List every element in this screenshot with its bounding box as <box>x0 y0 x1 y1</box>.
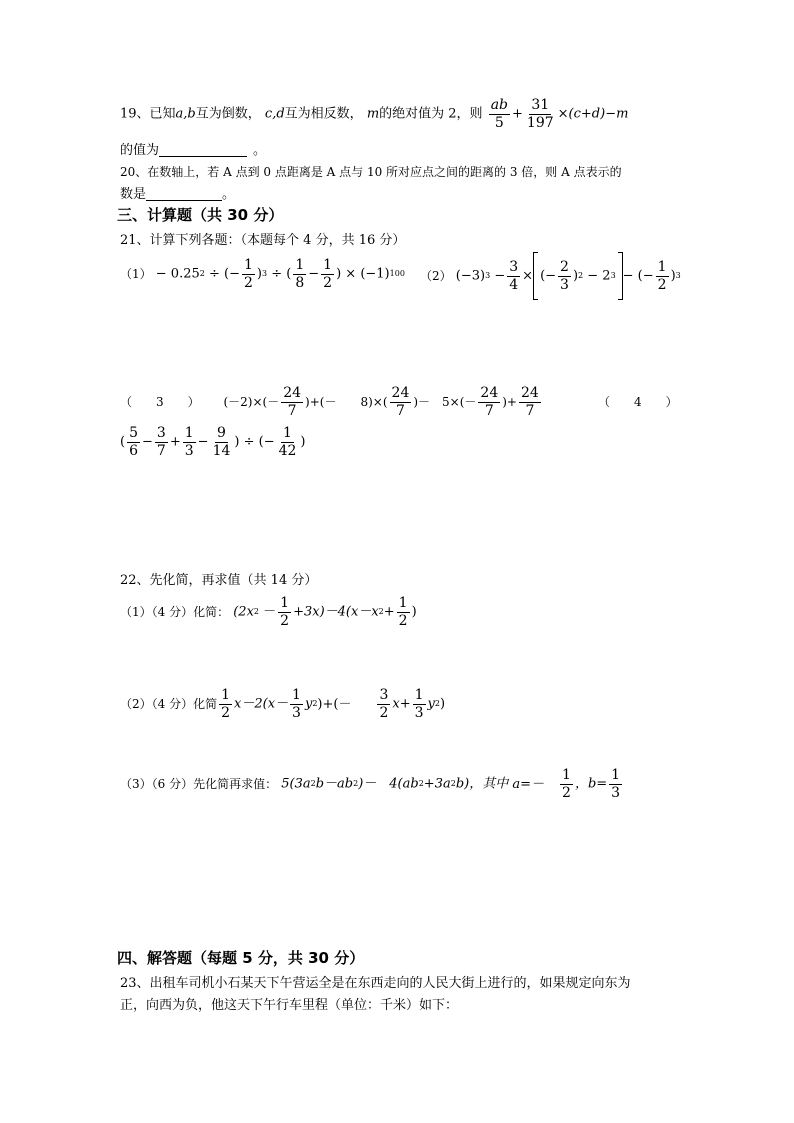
q19-fraction-31-197: $\frac{31}{197}$ <box>526 97 554 131</box>
q22-p2-frac3: $\frac{3}{2}$ <box>379 687 389 721</box>
q19-prefix: 19、已知 <box>120 106 176 122</box>
q21-p4-frac4: $\frac{9}{14}$ <box>212 425 231 459</box>
q22-p2-frac4: $\frac{1}{3}$ <box>414 687 424 721</box>
q21-p2-label: （2） <box>420 269 452 283</box>
q22-p3-frac-a: $\frac{1}{2}$ <box>562 767 571 801</box>
q19-tail: ×(c+d)−m <box>557 106 629 122</box>
q19-fraction-ab-5: $\frac{ab}{5}$ <box>490 97 509 131</box>
q21-p4-frac1: $\frac{5}{6}$ <box>129 425 138 459</box>
q19-text3: 的绝对值为 2，则 <box>379 106 483 122</box>
q22-p1-frac1: $\frac{1}{2}$ <box>280 595 290 629</box>
q21-problem-2: （2） (−3)3 − $\frac{3}{4}$ × (− $\frac{2}{3}$ )2 − 23 − (− $\frac{1}{2}$ )3 <box>420 252 681 300</box>
q22-p3-frac-b: $\frac{1}{3}$ <box>611 767 621 801</box>
q21-p1-label: （1） <box>120 267 152 282</box>
q19-end: 。 <box>253 143 267 158</box>
q19-text1: 互为倒数， <box>195 106 261 122</box>
q19-m: m <box>366 106 380 122</box>
q21-p2-frac2: $\frac{2}{3}$ <box>560 258 569 293</box>
q21-problem-4: ( $\frac{5}{6}$ − $\frac{3}{7}$ + $\frac{1}{3}$ − $\frac{9}{14}$ ) ÷ (− $\frac{1}{42}$ ) <box>120 425 306 459</box>
q21-p4-frac2: $\frac{3}{7}$ <box>156 425 166 459</box>
q23-line1: 23、出租车司机小石某天下午营运全是在东西走向的人民大街上进行的，如果规定向东为 <box>120 976 631 991</box>
q20-number-label: 数是 <box>120 187 147 202</box>
q19-plus: + <box>512 106 523 122</box>
q19-answer-blank[interactable] <box>159 144 247 157</box>
q22-p1-frac2: $\frac{1}{2}$ <box>398 595 408 629</box>
q22-p3-label: （3）（6 分）先化简再求值： <box>120 777 278 792</box>
q21-problem-3: （ 3 ） (－2)×(－ $\frac{24}{7}$ )+(－ 8)×( $\frac{24}{7}$ )－ 5×(－ $\frac{24}{7}$ )+ $\frac{24}{7}$ <box>120 385 539 419</box>
q22-p2-frac1: $\frac{1}{2}$ <box>221 687 231 721</box>
q20-line1: 20、在数轴上，若 A 点到 0 点距离是 A 点与 10 所对应点之间的距离的 3 倍，则 A 点表示的 <box>120 165 622 179</box>
q20-line2 <box>120 188 235 201</box>
q19-value-label: 的值为 <box>120 143 160 158</box>
q21-p4-frac5: $\frac{1}{42}$ <box>278 425 297 459</box>
q19-cd: c,d <box>264 106 285 122</box>
q22-p2-label: （2）（4 分）化简 <box>120 697 218 712</box>
q21-problem-1: （1） − 0.252 ÷ (− $\frac{1}{2}$ )3 ÷ ( $\frac{1}{8}$ − $\frac{1}{2}$ ) × (−1)100 <box>120 257 405 291</box>
q23-line2: 正，向西为负，他这天下午行车里程（单位：千米）如下： <box>120 998 459 1013</box>
q22-problem-1: （1）（4 分）化简： (2x2 － $\frac{1}{2}$ +3x)－4(x－x2+ $\frac{1}{2}$ ) <box>120 595 417 629</box>
q21-p1-frac1: $\frac{1}{2}$ <box>244 257 253 291</box>
q21-p1-frac3: $\frac{1}{2}$ <box>323 257 333 291</box>
q20-end: 。 <box>222 187 236 202</box>
q21-p3-frac4: $\frac{24}{7}$ <box>521 385 539 419</box>
q21-p3-frac2: $\frac{24}{7}$ <box>391 385 410 419</box>
q20-answer-blank[interactable] <box>146 188 222 201</box>
q21-p3-label: （ 3 ） <box>120 395 200 410</box>
q21-p2-frac1: $\frac{3}{4}$ <box>509 258 519 293</box>
q21-p4-frac3: $\frac{1}{3}$ <box>184 425 194 459</box>
q21-p2-left-bracket <box>533 252 538 300</box>
q21-p4-label: （ 4 ） <box>598 395 678 409</box>
q19-line1 <box>120 98 628 130</box>
q21-p3-frac1: $\frac{24}{7}$ <box>283 385 302 419</box>
q19-text2: 互为相反数， <box>284 106 363 122</box>
q21-p3-frac3: $\frac{24}{7}$ <box>480 385 499 419</box>
q22-p1-label: （1）（4 分）化简： <box>120 605 230 620</box>
q21-p1-frac2: $\frac{1}{8}$ <box>295 257 305 291</box>
q21-p2-frac3: $\frac{1}{2}$ <box>657 258 667 293</box>
q19-line2 <box>120 144 266 157</box>
q19-ab: a,b <box>175 106 196 122</box>
q22-problem-2: （2）（4 分）化简 $\frac{1}{2}$ x－2(x－ $\frac{1}{3}$ y2)+(－ $\frac{3}{2}$ x+ $\frac{1}{3}$ y2) <box>120 687 446 721</box>
q22-p2-frac2: $\frac{1}{3}$ <box>292 687 301 721</box>
q22-problem-3: （3）（6 分）先化简再求值： 5(3a2b－ab2)－ 4(ab2+3a2b)，其中 a=－ $\frac{1}{2}$ ，b= $\frac{1}{3}$ <box>120 767 621 801</box>
q21-intro: 21、计算下列各题：（本题每个 4 分，共 16 分） <box>120 233 406 248</box>
section4-heading: 四、解答题（每题 5 分，共 30 分） <box>117 949 365 967</box>
q22-intro: 22、先化简，再求值（共 14 分） <box>120 573 318 588</box>
section3-heading: 三、计算题（共 30 分） <box>117 206 284 224</box>
